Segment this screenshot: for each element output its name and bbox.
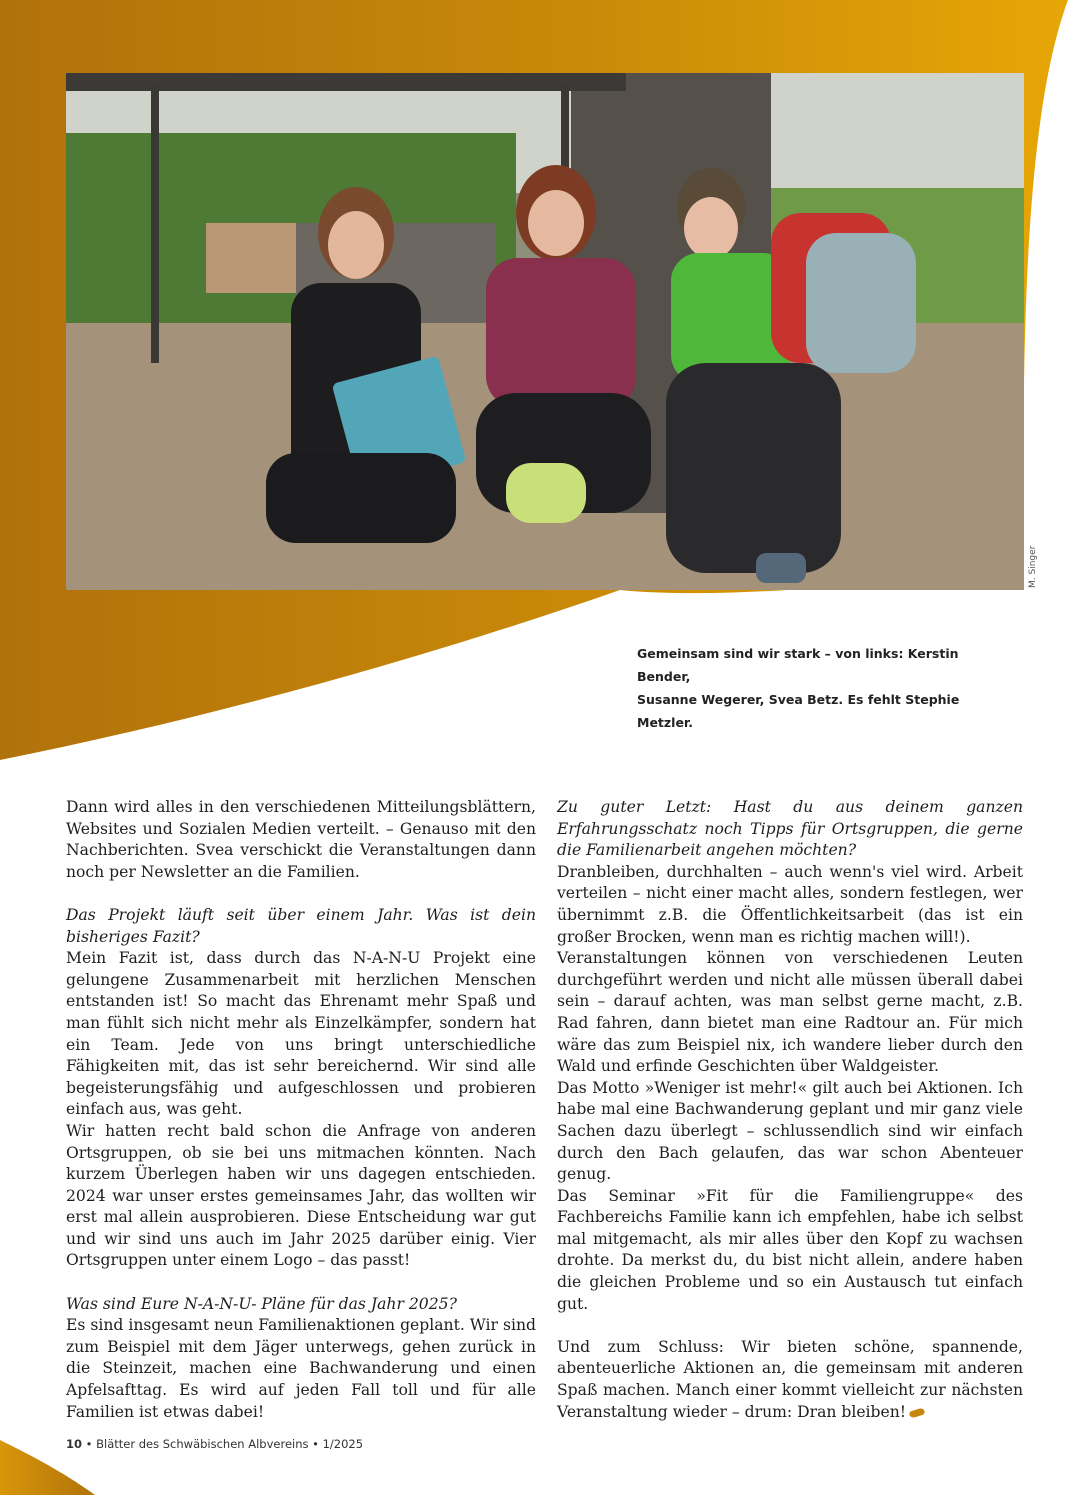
interview-question: Zu guter Letzt: Hast du aus deinem ganzen Erfahrungsschatz noch Tipps für Ortsgruppen, die gerne die Familienarbeit angehen möchten? xyxy=(557,798,1023,860)
footer-separator: • xyxy=(82,1437,97,1451)
closing-paragraph xyxy=(557,1337,1023,1423)
body-paragraph: Das Seminar »Fit für die Familiengruppe« des Fachbereichs Familie kann ich empfehlen, habe ich selbst mal mitgemacht, als mir alles über den Kopf zu wachsen drohte. Da merkst du, du bist nicht allein, andere haben die gleichen Probleme und so ein Austausch tut einfach gut. xyxy=(557,1186,1023,1313)
closing-text: Und zum Schluss: Wir bieten schöne, spannende, abenteuerliche Aktionen an, die gemeinsam mit anderen Spaß machen. Manch einer kommt vielleicht zur nächsten Veranstaltung wieder – drum: Dran bleiben! xyxy=(557,1337,1023,1421)
group-photo xyxy=(66,73,1024,590)
issue-number: • 1/2025 xyxy=(308,1437,364,1451)
left-column xyxy=(66,797,536,1423)
page-footer xyxy=(66,1437,363,1451)
right-column xyxy=(557,797,1023,1423)
body-paragraph: Veranstaltungen können von verschiedenen Leuten durchgeführt werden und nicht alle müssen überall dabei sein – darauf achten, was man selbst gerne macht, z.B. Rad fahren, dann bietet man eine Radtour an. Für mich wäre das zum Beispiel nix, ich wandere lieber durch den Wald und erfinde Geschichten über Waldgeister. xyxy=(557,949,1023,1076)
body-paragraph: Es sind insgesamt neun Familienaktionen geplant. Wir sind zum Beispiel mit dem Jäger unterwegs, gehen zurück in die Steinzeit, machen eine Bachwanderung und einen Apfelsafttag. Es wird auf jeden Fall toll und für alle Familien ist etwas dabei! xyxy=(66,1316,536,1421)
body-paragraph: Dann wird alles in den verschiedenen Mitteilungsblättern, Websites und Sozialen Medien verteilt. – Genauso mit den Nachberichten. Svea verschickt die Veranstaltungen dann noch per Newsletter an die Familien. xyxy=(66,798,536,881)
page-number: 10 xyxy=(66,1437,83,1451)
interview-question: Das Projekt läuft seit über einem Jahr. Was ist dein bisheriges Fazit? xyxy=(66,905,536,946)
body-paragraph: Dranbleiben, durchhalten – auch wenn's viel wird. Arbeit verteilen – nicht einer macht alles, sondern festlegen, wer übernimmt z.B. die Öffentlichkeitsarbeit (das ist ein großer Brocken, wenn man es richtig machen will!). xyxy=(557,862,1023,946)
body-paragraph: Wir hatten recht bald schon die Anfrage von anderen Ortsgruppen, ob sie bei uns mitmachen könnten. Nach kurzem Überlegen haben wir uns dagegen entschieden. 2024 war unser erstes gemeinsames Jahr, das wollten wir erst mal allein ausprobieren. Diese Entscheidung war gut und wir sind uns auch im Jahr 2025 darüber einig. Vier Ortsgruppen unter einem Logo – das passt! xyxy=(66,1121,536,1270)
interview-question: Was sind Eure N-A-N-U- Pläne für das Jahr 2025? xyxy=(66,1294,457,1313)
body-paragraph: Mein Fazit ist, dass durch das N-A-N-U Projekt eine gelungene Zusammenarbeit mit herzlichen Menschen entstanden ist! So macht das Ehrenamt mehr Spaß und man fühlt sich nicht mehr als Einzelkämpfer, sondern hat ein Team. Jede von uns bringt unterschiedliche Fähigkeiten mit, das ist sehr bereichernd. Wir sind alle begeisterungsfähig und aufgeschlossen und probieren einfach aus, was geht. xyxy=(66,949,536,1119)
end-mark-icon xyxy=(909,1406,925,1418)
publication-name: Blätter des Schwäbischen Albvereins xyxy=(96,1437,309,1451)
body-paragraph: Das Motto »Weniger ist mehr!« gilt auch bei Aktionen. Ich habe mal eine Bachwanderung geplant und mir ganz viele Sachen dazu überlegt – schlussendlich sind wir einfach durch den Bach gelaufen, das war schon Abenteuer genug. xyxy=(557,1078,1023,1184)
caption-line: Gemeinsam sind wir stark – von links: Kerstin Bender, xyxy=(637,646,959,684)
photo-caption xyxy=(637,642,997,734)
caption-line: Susanne Wegerer, Svea Betz. Es fehlt Stephie Metzler. xyxy=(637,692,960,730)
photo-credit: M. Singer xyxy=(1028,545,1038,588)
